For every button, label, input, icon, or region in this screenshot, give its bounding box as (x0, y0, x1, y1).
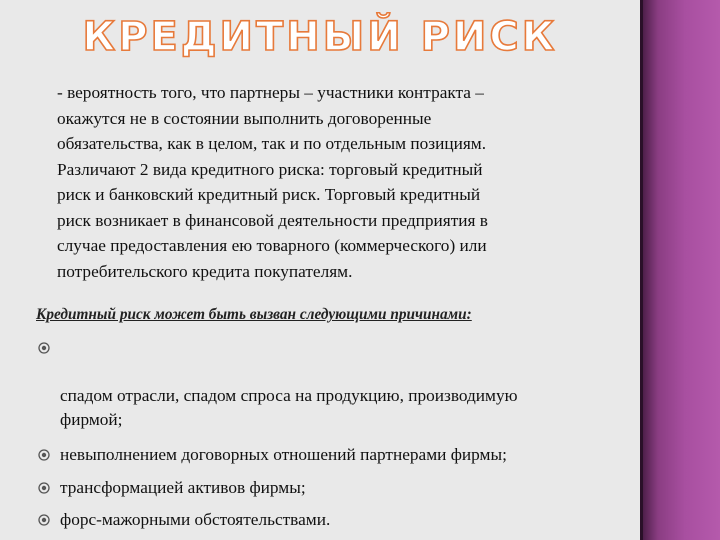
ring-dot-bullet-icon (38, 482, 50, 494)
causes-list (36, 336, 606, 532)
list-item-text: трансформацией активов фирмы; (60, 478, 306, 497)
list-item-text: невыполнением договорных отношений партнерами фирмы; (60, 445, 507, 464)
list-item (36, 508, 606, 532)
intro-paragraph: - вероятность того, что партнеры – участники контракта – окажутся не в состоянии выполнить договоренные обязательства, как в целом, так и по отдельным позициям. Различают 2 вида кредитного риска: торговый кредитный риск и банковский кредитный риск. Торговый кредитный риск возникает в финансовой деятельности предприятия в случае предоставления ею товарного (коммерческого) или потребительского кредита покупателям. (57, 83, 488, 281)
causes-subheading: Кредитный риск может быть вызван следующими причинами: (36, 306, 472, 323)
list-item (36, 476, 606, 500)
ring-dot-bullet-icon (38, 342, 50, 354)
ring-dot-bullet-icon (38, 514, 50, 526)
ring-dot-bullet-icon (38, 449, 50, 461)
side-panel-edge (640, 0, 643, 540)
slide-title: КРЕДИТНЫЙ РИСК (82, 14, 558, 60)
list-item-text: спадом отрасли, спадом спроса на продукцию, производимую фирмой; (60, 386, 518, 429)
list-item-text: форс-мажорными обстоятельствами. (60, 510, 331, 529)
decorative-side-panel (640, 0, 720, 540)
list-item (36, 443, 606, 467)
list-item (36, 336, 606, 432)
